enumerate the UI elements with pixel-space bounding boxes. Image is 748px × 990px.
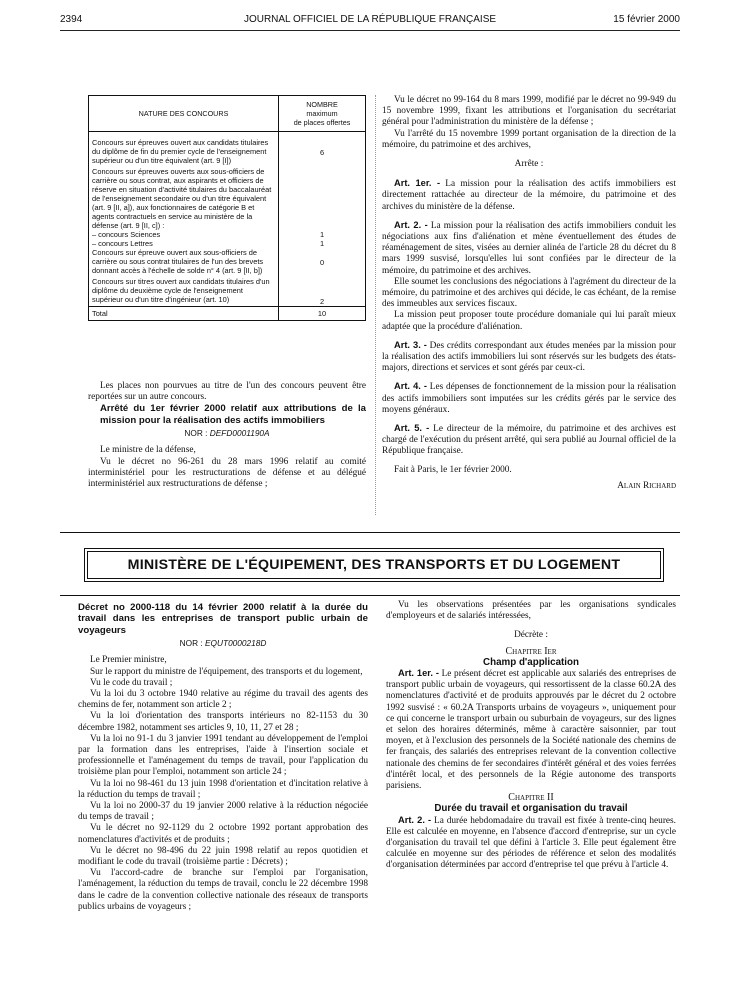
left-top-column: [88, 381, 366, 490]
article-text: Les dépenses de fonctionnement de la mission pour la réalisation des actifs immobiliers sont imputées sur les crédits gérés par le service des moyens généraux.: [382, 382, 676, 415]
nor-value: EQUT0000218D: [205, 638, 267, 649]
table-row: – concours Lettres: [89, 239, 279, 248]
table-row: Concours sur titres ouvert aux candidats titulaires d'un diplôme du deuxième cycle de l'enseignement supérieur ou d'un titre d'ingénieur (art. 10): [89, 277, 279, 307]
paragraph: Sur le rapport du ministre de l'équipement, des transports et du logement,: [90, 666, 363, 677]
publication-date: 15 février 2000: [613, 14, 680, 25]
ministry-banner: MINISTÈRE DE L'ÉQUIPEMENT, DES TRANSPORTS ET DU LOGEMENT: [87, 551, 661, 579]
table-row: Concours sur épreuve ouvert aux sous-officiers de carrière ou sous contrat titulaires de l'un des brevets donnant accès à l'échelle de solde n° 4 (art. 9 [II, b]): [89, 248, 279, 277]
article-label: Art. 2. -: [398, 814, 432, 825]
article-text: La mission pour la réalisation des actifs immobiliers conduit les négociations aux fins d'aliénation et mène éventuellement des études de réaménagement de sites, visées au dernier alinéa de l'article 28 du décret du 8 mars 1999 susvisé, lorsqu'elles lui sont confiées par le directeur de la mémoire, du patrimoine et des archives.: [382, 220, 676, 276]
table-cell-value: [279, 167, 366, 230]
article-5: [382, 423, 676, 458]
right-top-column: [382, 95, 676, 492]
fait-line: Fait à Paris, le 1er février 2000.: [394, 464, 512, 475]
table-total-value: 10: [279, 307, 366, 321]
chapter-2-heading: Chapitre II: [508, 792, 554, 804]
gap: [382, 416, 676, 423]
right-bottom-column: [386, 600, 676, 872]
article-label: Art. 4. -: [394, 381, 427, 392]
table-header-nature: NATURE DES CONCOURS: [89, 96, 279, 132]
arrete-heading: Arrête :: [514, 159, 544, 170]
article-3: [382, 340, 676, 375]
table-cell-value: 2: [279, 277, 366, 307]
table-header-nombre: [279, 96, 366, 132]
page-header: [60, 10, 680, 31]
paragraph: La mission peut proposer toute procédure domaniale qui lui paraît mieux adaptée que la procédure d'aliénation.: [382, 310, 676, 332]
paragraph: Vu la loi d'orientation des transports intérieurs no 82-1153 du 30 décembre 1982, notamment ses articles 9, 10, 11, 27 et 28 ;: [78, 711, 368, 733]
article-text: La mission pour la réalisation des actifs immobiliers est directement rattachée au directeur de la mémoire, du patrimoine et des archives du ministère de la défense.: [382, 179, 676, 212]
paragraph: Vu le décret no 98-496 du 22 juin 1998 relatif au repos quotidien et modifiant le code du travail (troisième partie : Décrets) ;: [78, 845, 368, 868]
nor-line: [78, 638, 368, 649]
paragraph: Vu la loi du 3 octobre 1940 relative au régime du travail des agents des chemins de fer, notamment son article 2 ;: [78, 689, 368, 711]
table-cell-value: 1: [279, 230, 366, 239]
left-bottom-column: [78, 600, 368, 913]
paragraph: Elle soumet les conclusions des négociations à l'agrément du directeur de la mémoire, du patrimoine et des archives qui décide, le cas échéant, de la remise des immeubles aux services fiscaux.: [382, 276, 676, 310]
paragraph: Vu l'accord-cadre de branche sur l'emploi par l'organisation, l'aménagement, la réduction du temps de travail, conclu le 22 décembre 1998 dans le cadre de la convention collective nationale des réseaux de transports publics urbains de voyageurs ;: [78, 868, 368, 912]
article-1: [386, 668, 676, 792]
paragraph: Vu la loi no 91-1 du 3 janvier 1991 tendant au développement de l'emploi par la formation dans les entreprises, l'aide à l'insertion sociale et professionnelle et l'aménagement du temps de travail, pour l'application du troisième plan pour l'emploi, notamment son article 24 ;: [78, 733, 368, 778]
paragraph: Vu la loi no 98-461 du 13 juin 1998 d'orientation et d'incitation relative à la réduction du temps de travail ;: [78, 778, 368, 800]
nor-line: [88, 428, 366, 439]
gap: [382, 333, 676, 340]
chapter-2-title: Durée du travail et organisation du travail: [434, 803, 628, 815]
paragraph: Le Premier ministre,: [90, 655, 167, 666]
table-cell-value: 6: [279, 138, 366, 167]
section-rule: [60, 595, 680, 596]
paragraph: Vu le décret no 96-261 du 28 mars 1996 relatif au comité interministériel pour les restructurations de défense et au délégué interministériel aux restructurations de défense ;: [88, 456, 366, 490]
table-row: Concours sur épreuves ouverts aux sous-officiers de carrière ou sous contrat, aux aspirants et officiers de réserve en situation d'activité titulaires du baccalauréat de l'enseignement secondaire ou d'un titre équivalent (art. 9 [II, a]), aux fonctionnaires de catégorie B et agents contractuels en service au ministère de la défense (art. 9 [II, c]) :: [89, 167, 279, 230]
chapter-1-heading: Chapitre Ier: [505, 645, 557, 657]
chapter-1-title: Champ d'application: [483, 656, 579, 668]
article-4: [382, 381, 676, 416]
column-divider: [375, 95, 376, 515]
header-line: maximum: [306, 109, 338, 118]
article-label: Art. 3. -: [394, 339, 427, 350]
table-cell-value: 1: [279, 239, 366, 248]
journal-title: JOURNAL OFFICIEL DE LA RÉPUBLIQUE FRANÇAISE: [243, 14, 497, 25]
article-text: Le directeur de la mémoire, du patrimoine et des archives est chargé de l'exécution du présent arrêté, qui sera publié au Journal officiel de la République française.: [382, 424, 676, 457]
arrete-title: Arrêté du 1er février 2000 relatif aux attributions de la mission pour la réalisation des actifs immobiliers: [100, 403, 366, 426]
table-row: – concours Sciences: [89, 230, 279, 239]
paragraph: Vu le code du travail ;: [90, 677, 173, 688]
article-1: [382, 178, 676, 213]
page-number: 2394: [60, 14, 83, 25]
paragraph: Vu la loi no 2000-37 du 19 janvier 2000 relative à la réduction négociée du temps de travail ;: [78, 801, 368, 823]
gap: [382, 458, 676, 465]
article-text: Le présent décret est applicable aux salariés des entreprises de transport public urbain de voyageurs, qui ressortissent de la classe 60.2A des nomenclatures d'activité et de produits approuvés par le décret du 2 octobre 1992 susvisé : « 60.2A Transports urbains de voyageurs », uniquement pour ce qui concerne le transport urbain ou suburbain de voyageurs, sur des lignes et selon des horaires déterminés, même à caractère saisonnier, par tout moyen, et à l'exclusion des personnels de la Société nationale des chemins de fer français, des salariés des entreprises relevant de la convention collective nationale des chemins de fer secondaires d'intérêt général et des voies ferrées d'intérêt local, et des personnels de la Régie autonome des transports parisiens.: [386, 669, 676, 792]
nor-label: NOR :: [184, 428, 208, 439]
visa-list: [78, 655, 368, 913]
section-rule: [60, 532, 680, 533]
table-total-row: Total: [89, 307, 279, 321]
header-line: de places offertes: [293, 118, 351, 127]
article-label: Art. 2. -: [394, 219, 428, 230]
article-text: Des crédits correspondant aux études menées par la mission pour la réalisation des actifs immobiliers lui sont réservés sur les budgets des états-majors, directions et services et sont gérés par ceux-ci.: [382, 340, 676, 374]
article-2: [382, 220, 676, 277]
article-label: Art. 1er. -: [398, 668, 439, 679]
table-note: Les places non pourvues au titre de l'un des concours peuvent être reportées sur un autre concours.: [88, 381, 366, 403]
gap: [382, 213, 676, 220]
header-line: NOMBRE: [306, 100, 338, 109]
gap: [382, 374, 676, 381]
paragraph: Vu les observations présentées par les organisations syndicales d'employeurs et de salariés intéressées,: [386, 600, 676, 622]
decret-title: Décret no 2000-118 du 14 février 2000 relatif à la durée du travail dans les entreprises de transport public urbain de voyageurs: [78, 602, 368, 636]
paragraph: Vu l'arrêté du 15 novembre 1999 portant organisation de la direction de la mémoire, du patrimoine et des archives,: [382, 128, 676, 150]
table-cell-value: 0: [279, 248, 366, 277]
article-label: Art. 1er. -: [394, 178, 441, 189]
paragraph: Vu le décret no 99-164 du 8 mars 1999, modifié par le décret no 99-949 du 15 novembre 1999, fixant les attributions et l'organisation du secrétariat général pour l'administration du ministère de la défense ;: [382, 95, 676, 128]
paragraph: Vu le décret no 92-1129 du 2 octobre 1992 portant approbation des nomenclatures d'activités et de produits ;: [78, 823, 368, 845]
table-row: Concours sur épreuves ouvert aux candidats titulaires du diplôme de fin du premier cycle de l'enseignement supérieur ou d'un titre équivalent (art. 9 [I]): [89, 138, 279, 167]
signature: Alain Richard: [617, 480, 676, 491]
concours-table: [88, 95, 366, 321]
article-2: [386, 815, 676, 872]
article-label: Art. 5. -: [394, 423, 430, 434]
nor-value: DEFD0001190A: [209, 428, 270, 439]
nor-label: NOR :: [179, 638, 203, 649]
decrete-heading: Décrète :: [514, 630, 548, 641]
article-text: La durée hebdomadaire du travail est fixée à trente-cinq heures. Elle est calculée en moyenne, en l'absence d'accord d'entreprise, sur un cycle d'organisation du travail tel que défini à l'article 3. Elle peut également être calculée en moyenne sur des périodes de référence et selon des modalités d'organisation déterminées par accord d'entreprise tel que prévu à l'article 4.: [386, 815, 676, 871]
paragraph: Le ministre de la défense,: [100, 445, 196, 456]
